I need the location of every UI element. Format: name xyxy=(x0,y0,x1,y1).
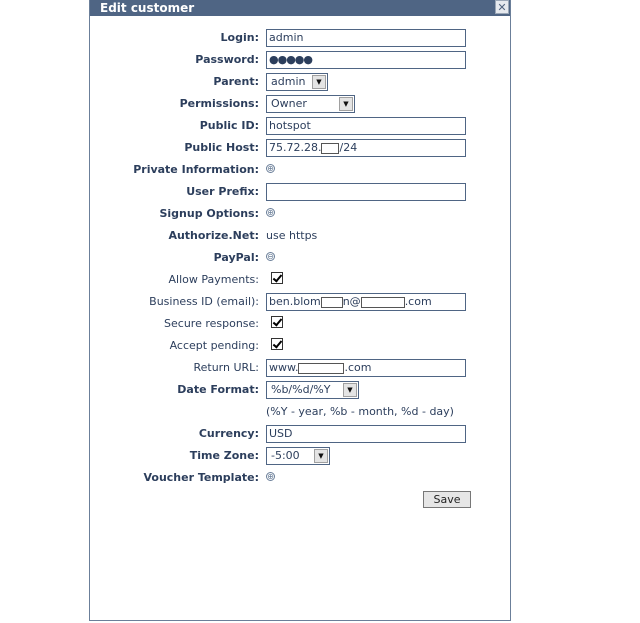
row-private-information xyxy=(90,161,510,179)
date-format-label: Date Format: xyxy=(177,383,259,396)
row-time-zone xyxy=(90,447,510,465)
business-id-part3: .com xyxy=(404,295,432,308)
public-id-input[interactable]: hotspot xyxy=(266,117,466,135)
business-id-input[interactable] xyxy=(266,293,466,311)
public-host-prefix: 75.72.28. xyxy=(269,141,322,154)
return-url-part2: .com xyxy=(344,361,372,374)
collapse-icon[interactable]: ⊖ xyxy=(267,252,274,261)
user-prefix-input[interactable] xyxy=(266,183,466,201)
signup-options-label: Signup Options: xyxy=(159,207,259,220)
password-label: Password: xyxy=(195,53,259,66)
accept-pending-label: Accept pending: xyxy=(169,339,259,352)
return-url-input[interactable] xyxy=(266,359,466,377)
parent-select[interactable] xyxy=(266,73,328,91)
parent-label: Parent: xyxy=(213,75,259,88)
dialog-title: Edit customer xyxy=(100,1,195,15)
time-zone-select[interactable] xyxy=(266,447,330,465)
row-allow-payments xyxy=(90,271,510,289)
login-input[interactable]: admin xyxy=(266,29,466,47)
edit-customer-dialog xyxy=(89,0,511,621)
paypal-label: PayPal: xyxy=(213,251,259,264)
public-host-label: Public Host: xyxy=(184,141,259,154)
password-input[interactable]: ●●●●● xyxy=(266,51,466,69)
row-voucher-template xyxy=(90,469,510,487)
business-id-label: Business ID (email): xyxy=(149,295,259,308)
row-date-hint xyxy=(90,403,510,421)
row-login xyxy=(90,29,510,47)
row-paypal xyxy=(90,249,510,267)
currency-input[interactable]: USD xyxy=(266,425,466,443)
public-id-label: Public ID: xyxy=(199,119,259,132)
private-information-label: Private Information: xyxy=(133,163,259,176)
row-signup-options xyxy=(90,205,510,223)
parent-select-value: admin xyxy=(271,75,306,88)
business-id-part2: n@ xyxy=(342,295,361,308)
business-id-part1: ben.blom xyxy=(269,295,321,308)
row-accept-pending xyxy=(90,337,510,355)
chevron-down-icon[interactable]: ▼ xyxy=(343,383,357,397)
secure-response-checkbox[interactable] xyxy=(271,316,283,328)
date-format-select[interactable] xyxy=(266,381,359,399)
row-password xyxy=(90,51,510,69)
chevron-down-icon[interactable]: ▼ xyxy=(314,449,328,463)
row-business-id xyxy=(90,293,510,311)
expand-icon[interactable]: ⊕ xyxy=(267,472,274,481)
redaction-box xyxy=(361,297,405,308)
login-label: Login: xyxy=(220,31,259,44)
redaction-box xyxy=(321,143,339,154)
chevron-down-icon[interactable]: ▼ xyxy=(312,75,326,89)
time-zone-label: Time Zone: xyxy=(189,449,259,462)
permissions-select[interactable] xyxy=(266,95,355,113)
close-icon[interactable]: ✕ xyxy=(495,0,509,14)
return-url-label: Return URL: xyxy=(193,361,259,374)
dialog-titlebar[interactable] xyxy=(90,0,510,16)
public-host-input[interactable] xyxy=(266,139,466,157)
public-host-suffix: /24 xyxy=(339,141,358,154)
use-https-link[interactable]: use https xyxy=(266,229,318,242)
permissions-label: Permissions: xyxy=(179,97,259,110)
expand-icon[interactable]: ⊕ xyxy=(267,208,274,217)
currency-label: Currency: xyxy=(198,427,259,440)
secure-response-label: Secure response: xyxy=(164,317,259,330)
save-button[interactable]: Save xyxy=(423,491,471,508)
row-return-url xyxy=(90,359,510,377)
date-format-select-value: %b/%d/%Y xyxy=(271,383,331,396)
voucher-template-label: Voucher Template: xyxy=(143,471,259,484)
chevron-down-icon[interactable]: ▼ xyxy=(339,97,353,111)
authorize-net-label: Authorize.Net: xyxy=(168,229,259,242)
allow-payments-checkbox[interactable] xyxy=(271,272,283,284)
row-public-host xyxy=(90,139,510,157)
row-public-id xyxy=(90,117,510,135)
redaction-box xyxy=(321,297,343,308)
accept-pending-checkbox[interactable] xyxy=(271,338,283,350)
return-url-part1: www. xyxy=(269,361,299,374)
user-prefix-label: User Prefix: xyxy=(186,185,259,198)
row-authorize-net xyxy=(90,227,510,245)
permissions-select-value: Owner xyxy=(271,97,307,110)
row-parent xyxy=(90,73,510,91)
redaction-box xyxy=(298,363,344,374)
row-secure-response xyxy=(90,315,510,333)
row-permissions xyxy=(90,95,510,113)
time-zone-select-value: -5:00 xyxy=(271,449,300,462)
row-user-prefix xyxy=(90,183,510,201)
row-date-format xyxy=(90,381,510,399)
expand-icon[interactable]: ⊕ xyxy=(267,164,274,173)
row-currency xyxy=(90,425,510,443)
date-format-hint: (%Y - year, %b - month, %d - day) xyxy=(266,405,454,418)
allow-payments-label: Allow Payments: xyxy=(168,273,259,286)
